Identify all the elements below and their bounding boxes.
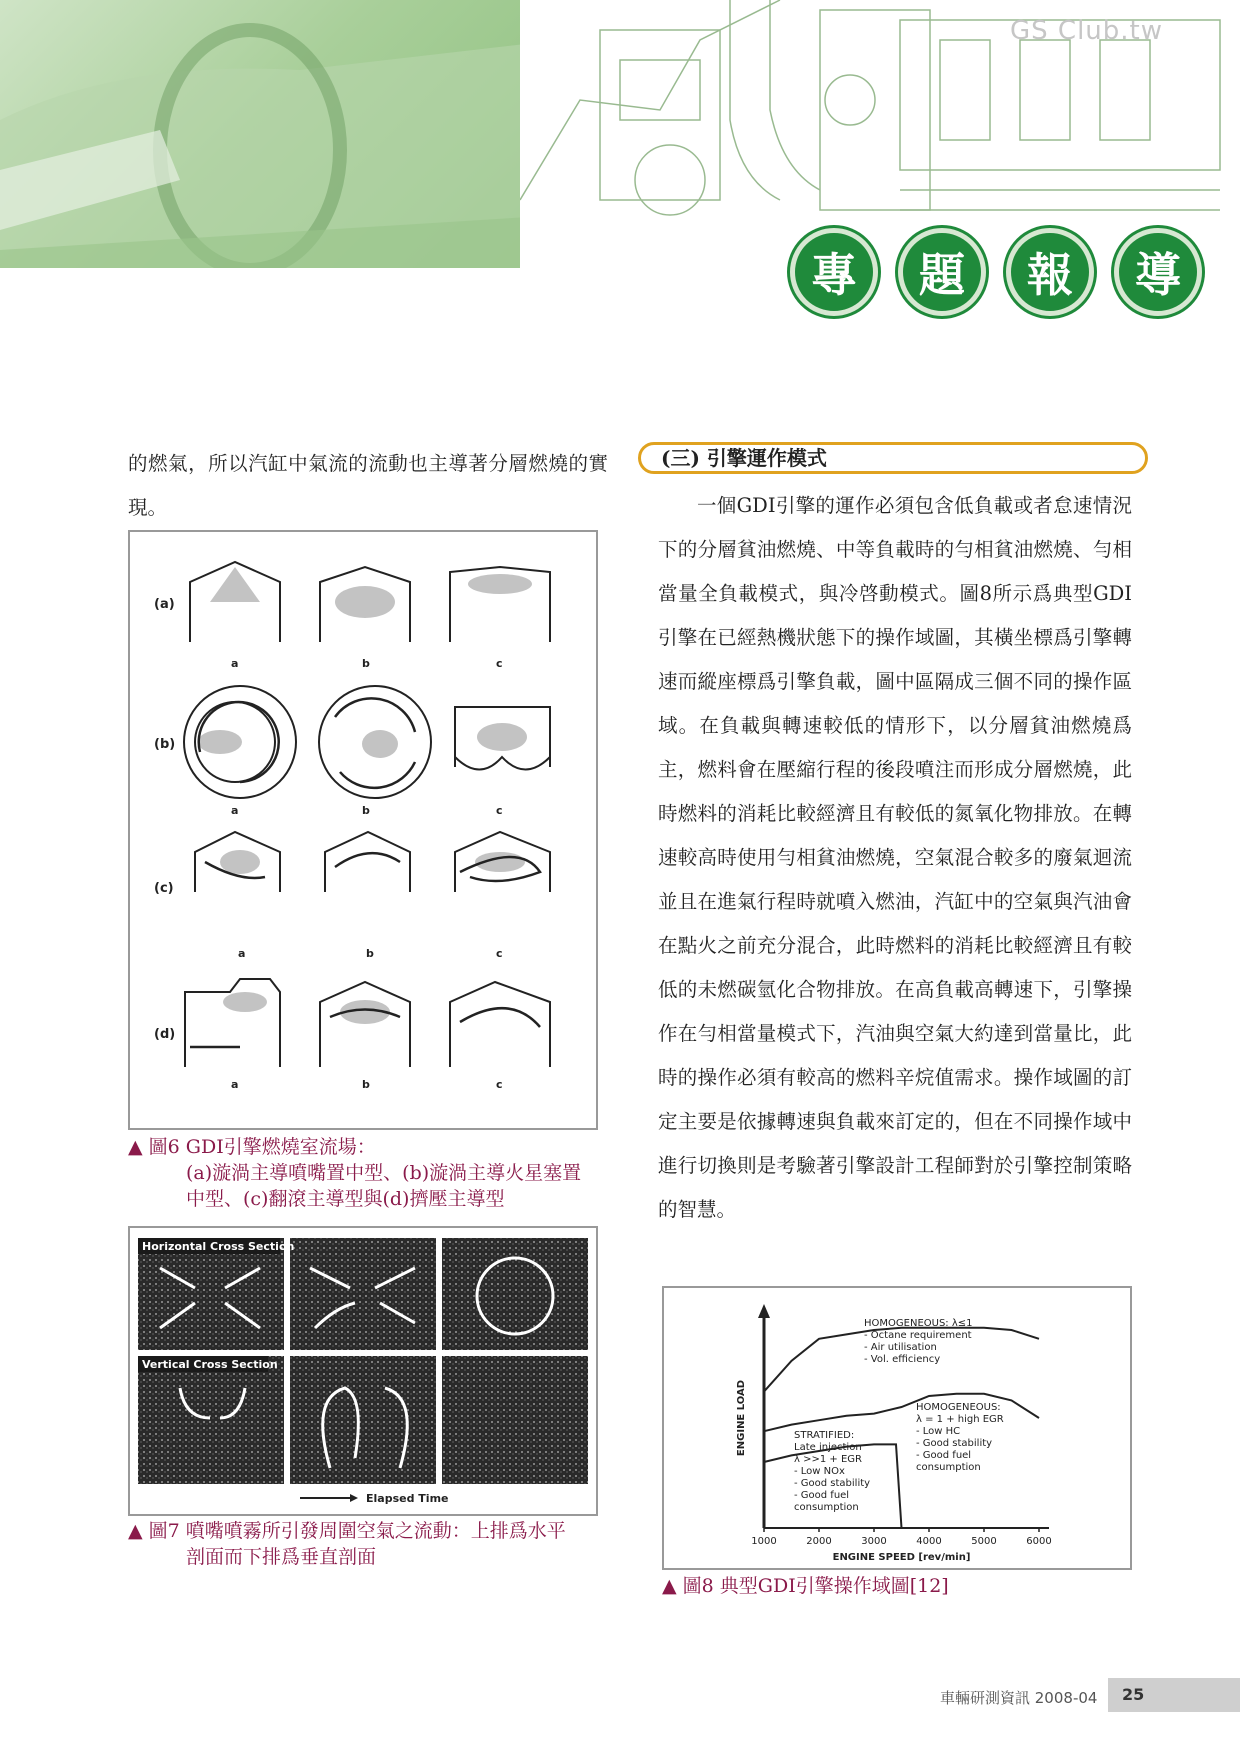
fig6-col-label: b xyxy=(362,1078,370,1091)
fig6-col-label: a xyxy=(231,657,239,670)
section-title: (三) 引擎運作模式 xyxy=(638,442,1148,474)
homogeneous-full-annotation: - Air utilisation xyxy=(864,1342,937,1353)
fig6-col-label: b xyxy=(366,947,374,960)
x-tick-label: 2000 xyxy=(806,1536,832,1547)
figure-7 xyxy=(128,1226,598,1516)
fig8-chart xyxy=(664,1288,1130,1568)
stratified-annotation: consumption xyxy=(794,1502,859,1513)
fig7-vertical-label: Vertical Cross Section xyxy=(142,1358,278,1371)
fig6-col-label: c xyxy=(496,657,503,670)
homogeneous-full-annotation: - Vol. efficiency xyxy=(864,1354,941,1365)
y-axis-arrow xyxy=(758,1304,770,1318)
fig6-col-label: b xyxy=(362,804,370,817)
stratified-annotation: - Good fuel xyxy=(794,1490,850,1501)
homogeneous-full-annotation: - Octane requirement xyxy=(864,1330,972,1341)
homogeneous-lean-annotation: λ = 1 + high EGR xyxy=(916,1414,1004,1425)
x-tick-label: 3000 xyxy=(861,1536,887,1547)
topic-badge: 導 xyxy=(1114,228,1202,316)
homogeneous-lean-annotation: - Good stability xyxy=(916,1438,993,1449)
figure-6 xyxy=(128,530,598,1130)
homogeneous-lean-annotation: - Low HC xyxy=(916,1426,961,1437)
x-tick-label: 1000 xyxy=(751,1536,777,1547)
x-tick-label: 6000 xyxy=(1026,1536,1052,1547)
fig6-col-label: c xyxy=(496,1078,503,1091)
fig7-photos xyxy=(130,1228,596,1514)
fig6-diagram xyxy=(130,532,596,1128)
stratified-annotation: - Good stability xyxy=(794,1478,871,1489)
right-paragraph: 一個GDI引擎的運作必須包含低負載或者怠速情況下的分層貧油燃燒、中等負載時的勻相貧油燃燒、勻相當量全負載模式，與冷啓動模式。圖8所示爲典型GDI引擎在已經熱機狀態下的操作域圖，其橫坐標爲引擎轉速而縱座標爲引擎負載，圖中區隔成三個不同的操作區域。在負載與轉速較低的情形下，以分層貧油燃燒爲主，燃料會在壓縮行程的後段噴注而形成分層燃燒，此時燃料的消耗比較經濟且有較低的氮氧化物排放。在轉速較高時使用勻相貧油燃燒，空氣混合較多的廢氣迴流並且在進氣行程時就噴入燃油，汽缸中的空氣與汽油會在點火之前充分混合，此時燃料的消耗比較經濟且有較低的未燃碳氫化合物排放。在高負載高轉速下，引擎操作在勻相當量模式下，汽油與空氣大約達到當量比，此時的操作必須有較高的燃料辛烷值需求。操作域圖的訂定主要是依據轉速與負載來訂定的，但在不同操作域中進行切換則是考驗著引擎設計工程師對於引擎控制策略的智慧。 xyxy=(658,494,1132,1221)
fig6-row-label: (d) xyxy=(154,1027,176,1042)
fig6-row-label: (b) xyxy=(154,737,176,752)
fig6-row-label: (c) xyxy=(154,881,174,896)
fig6-col-label: a xyxy=(231,804,239,817)
fig6-caption xyxy=(128,1134,618,1212)
x-axis-label: ENGINE SPEED [rev/min] xyxy=(832,1552,971,1563)
topic-badges xyxy=(790,228,1202,316)
fig6-caption-line: ▲ 圖6 GDI引擎燃燒室流場： xyxy=(128,1136,376,1158)
x-tick-label: 5000 xyxy=(971,1536,997,1547)
homogeneous-lean-annotation: - Good fuel xyxy=(916,1450,972,1461)
page-number: 25 xyxy=(1108,1678,1240,1712)
stratified-annotation: λ >>1 + EGR xyxy=(794,1454,862,1465)
homogeneous-full-annotation: HOMOGENEOUS: λ≤1 xyxy=(864,1318,973,1329)
y-axis-label: ENGINE LOAD xyxy=(736,1379,747,1457)
stratified-annotation: Late injection xyxy=(794,1442,862,1453)
fig6-caption-line: (a)漩渦主導噴嘴置中型、(b)漩渦主導火星塞置 xyxy=(186,1162,582,1184)
fig7-time-label: Elapsed Time xyxy=(366,1492,449,1505)
fig6-caption-line: 中型、(c)翻滾主導型與(d)擠壓主導型 xyxy=(186,1188,505,1210)
fig6-col-label: a xyxy=(231,1078,239,1091)
stratified-annotation: STRATIFIED: xyxy=(794,1430,855,1441)
fig6-col-label: a xyxy=(238,947,246,960)
fig6-col-label: c xyxy=(496,804,503,817)
fig7-caption-line: ▲ 圖7 噴嘴噴霧所引發周圍空氣之流動：上排爲水平 xyxy=(128,1520,566,1542)
topic-badge: 題 xyxy=(898,228,986,316)
fig6-row-label: (a) xyxy=(154,597,175,612)
topic-badge: 專 xyxy=(790,228,878,316)
homogeneous-lean-annotation: consumption xyxy=(916,1462,981,1473)
right-column xyxy=(658,484,1132,1232)
car-photo xyxy=(0,0,560,268)
stratified-annotation: - Low NOx xyxy=(794,1466,845,1477)
topic-badge: 報 xyxy=(1006,228,1094,316)
fig8-caption: ▲ 圖8 典型GDI引擎操作域圖[12] xyxy=(662,1575,949,1597)
car-illustration xyxy=(0,0,560,268)
journal-footer: 車輛研測資訊 2008-04 xyxy=(940,1689,1098,1707)
left-paragraph: 的燃氣，所以汽缸中氣流的流動也主導著分層燃燒的實現。 xyxy=(128,452,608,519)
fig7-caption-line: 剖面而下排爲垂直剖面 xyxy=(186,1546,377,1568)
fig6-col-label: b xyxy=(362,657,370,670)
fig7-horizontal-label: Horizontal Cross Section xyxy=(142,1240,295,1253)
fig6-col-label: c xyxy=(496,947,503,960)
site-watermark: GS Club.tw xyxy=(1010,16,1163,46)
figure-8 xyxy=(662,1286,1132,1570)
fig7-caption xyxy=(128,1518,618,1570)
homogeneous-lean-annotation: HOMOGENEOUS: xyxy=(916,1402,1001,1413)
left-column xyxy=(128,442,608,530)
fig8-plot-area xyxy=(736,1304,1052,1563)
x-tick-label: 4000 xyxy=(916,1536,942,1547)
